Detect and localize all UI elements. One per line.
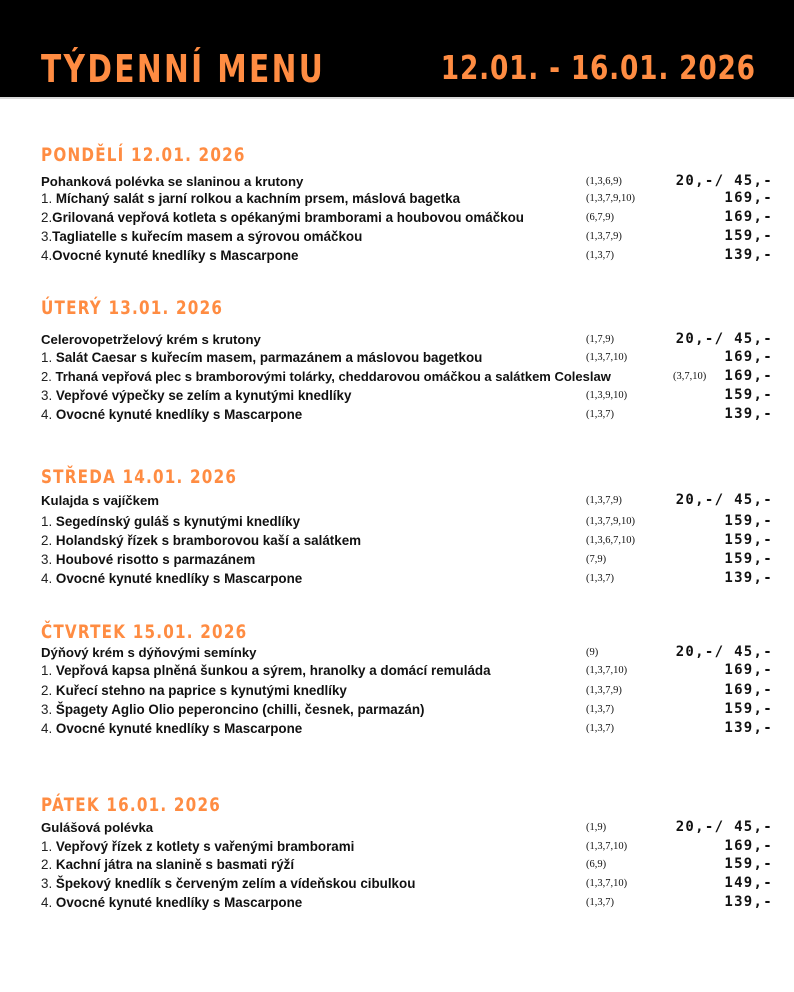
dish bbox=[41, 681, 347, 700]
allergens: (1,3,6,7,10) bbox=[586, 535, 635, 546]
item-number: 4. bbox=[41, 248, 53, 263]
dish-name: Grilovaná vepřová kotleta s opékanými bramborami a houbovou omáčkou bbox=[52, 210, 524, 225]
price: 159,- bbox=[724, 856, 773, 872]
menu-item bbox=[0, 569, 794, 588]
item-number: 3. bbox=[41, 876, 53, 891]
dish bbox=[41, 386, 351, 405]
item-number: 1. bbox=[41, 839, 53, 854]
menu-item bbox=[0, 874, 794, 893]
allergens: (6,9) bbox=[586, 859, 607, 870]
price: 169,- bbox=[724, 838, 773, 854]
price: 20,-/ 45,- bbox=[675, 492, 773, 508]
dish-name: Tagliatelle s kuřecím masem a sýrovou omáčkou bbox=[52, 229, 363, 244]
page-title: TÝDENNÍ MENU bbox=[41, 47, 326, 91]
menu-item bbox=[0, 661, 794, 680]
allergens: (6,7,9) bbox=[586, 212, 614, 223]
allergens: (1,3,7,9,10) bbox=[586, 193, 635, 204]
allergens: (3,7,10) bbox=[673, 371, 707, 382]
menu-item bbox=[0, 348, 794, 367]
menu-item bbox=[0, 837, 794, 856]
soup-row bbox=[0, 643, 794, 662]
allergens: (7,9) bbox=[586, 554, 607, 565]
menu-item bbox=[0, 855, 794, 874]
dish-name: Ovocné kynuté knedlíky s Mascarpone bbox=[55, 571, 303, 586]
dish bbox=[41, 367, 611, 386]
dish bbox=[41, 661, 491, 680]
soup-row bbox=[0, 330, 794, 349]
allergens: (1,7,9) bbox=[586, 334, 614, 345]
price: 20,-/ 45,- bbox=[675, 644, 773, 660]
price: 159,- bbox=[724, 513, 773, 529]
dish bbox=[41, 855, 294, 874]
dish bbox=[41, 348, 482, 367]
price: 169,- bbox=[724, 368, 773, 384]
menu-item bbox=[0, 700, 794, 719]
price: 20,-/ 45,- bbox=[675, 331, 773, 347]
allergens: (1,3,7) bbox=[586, 897, 614, 908]
item-number: 3. bbox=[41, 552, 53, 567]
allergens: (1,3,7,9,10) bbox=[586, 516, 635, 527]
item-number: 1. bbox=[41, 663, 53, 678]
price: 159,- bbox=[724, 387, 773, 403]
dish-name: Vepřová kapsa plněná šunkou a sýrem, hranolky a domácí remuláda bbox=[55, 663, 491, 678]
price: 20,-/ 45,- bbox=[675, 173, 773, 189]
allergens: (1,9) bbox=[586, 822, 607, 833]
menu-item bbox=[0, 208, 794, 227]
price: 159,- bbox=[724, 532, 773, 548]
allergens: (1,3,7,9) bbox=[586, 685, 622, 696]
item-number: 2. bbox=[41, 533, 53, 548]
item-number: 4. bbox=[41, 895, 53, 910]
price: 159,- bbox=[724, 551, 773, 567]
day-heading-friday: PÁTEK 16.01. 2026 bbox=[41, 794, 221, 816]
dish bbox=[41, 208, 524, 227]
price: 169,- bbox=[724, 682, 773, 698]
day-heading-monday: PONDĚLÍ 12.01. 2026 bbox=[41, 144, 246, 166]
menu-item bbox=[0, 386, 794, 405]
allergens: (9) bbox=[586, 647, 599, 658]
allergens: (1,3,7) bbox=[586, 704, 614, 715]
item-number: 3. bbox=[41, 702, 53, 717]
dish-name: Vepřový řízek z kotlety s vařenými bramborami bbox=[55, 839, 355, 854]
dish bbox=[41, 227, 362, 246]
dish bbox=[41, 246, 299, 265]
allergens: (1,3,7) bbox=[586, 409, 614, 420]
allergens: (1,3,9,10) bbox=[586, 390, 628, 401]
price: 139,- bbox=[724, 247, 773, 263]
menu-item bbox=[0, 550, 794, 569]
menu-item bbox=[0, 681, 794, 700]
price: 139,- bbox=[724, 894, 773, 910]
allergens: (1,3,7,10) bbox=[586, 841, 628, 852]
allergens: (1,3,6,9) bbox=[586, 176, 622, 187]
menu-item bbox=[0, 893, 794, 912]
dish-name: Ovocné kynuté knedlíky s Mascarpone bbox=[55, 721, 303, 736]
soup-name: Pohanková polévka se slaninou a krutony bbox=[41, 174, 304, 189]
dish-name: Holandský řízek s bramborovou kaší a salátkem bbox=[55, 533, 362, 548]
soup-name: Celerovopetrželový krém s krutony bbox=[41, 332, 261, 347]
dish-name: Ovocné kynuté knedlíky s Mascarpone bbox=[55, 895, 303, 910]
dish-name: Ovocné kynuté knedlíky s Mascarpone bbox=[55, 407, 303, 422]
price: 20,-/ 45,- bbox=[675, 819, 773, 835]
item-number: 2. bbox=[41, 857, 53, 872]
price: 139,- bbox=[724, 720, 773, 736]
allergens: (1,3,7,10) bbox=[586, 352, 628, 363]
menu-item bbox=[0, 246, 794, 265]
dish-name: Špagety Aglio Olio peperoncino (chilli, česnek, parmazán) bbox=[55, 702, 425, 717]
item-number: 4. bbox=[41, 407, 53, 422]
item-number: 2. bbox=[41, 369, 52, 384]
dish-name: Houbové risotto s parmazánem bbox=[55, 552, 256, 567]
item-number: 3. bbox=[41, 388, 53, 403]
dish bbox=[41, 189, 460, 208]
menu-header bbox=[0, 0, 794, 99]
allergens: (1,3,7) bbox=[586, 573, 614, 584]
day-heading-thursday: ČTVRTEK 15.01. 2026 bbox=[41, 621, 248, 643]
menu-item bbox=[0, 189, 794, 208]
dish bbox=[41, 405, 302, 424]
allergens: (1,3,7,9) bbox=[586, 495, 622, 506]
menu-item bbox=[0, 531, 794, 550]
day-heading-wednesday: STŘEDA 14.01. 2026 bbox=[41, 466, 238, 488]
dish bbox=[41, 837, 354, 856]
item-number: 4. bbox=[41, 721, 53, 736]
dish bbox=[41, 512, 300, 531]
dish-name: Trhaná vepřová plec s bramborovými tolárky, cheddarovou omáčkou a salátkem Coleslaw bbox=[55, 369, 611, 384]
dish bbox=[41, 531, 361, 550]
item-number: 3. bbox=[41, 229, 53, 244]
day-heading-tuesday: ÚTERÝ 13.01. 2026 bbox=[41, 297, 224, 319]
allergens: (1,3,7) bbox=[586, 723, 614, 734]
dish bbox=[41, 893, 302, 912]
menu-item bbox=[0, 512, 794, 531]
allergens: (1,3,7) bbox=[586, 250, 614, 261]
dish-name: Kuřecí stehno na paprice s kynutými knedlíky bbox=[55, 683, 347, 698]
item-number: 1. bbox=[41, 191, 53, 206]
menu-item bbox=[0, 367, 794, 386]
price: 169,- bbox=[724, 662, 773, 678]
dish bbox=[41, 550, 255, 569]
dish-name: Špekový knedlík s červeným zelím a vídeňskou cibulkou bbox=[55, 876, 416, 891]
dish-name: Kachní játra na slanině s basmati rýží bbox=[55, 857, 295, 872]
dish-name: Salát Caesar s kuřecím masem, parmazánem a máslovou bagetkou bbox=[55, 350, 483, 365]
menu-item bbox=[0, 227, 794, 246]
price: 169,- bbox=[724, 190, 773, 206]
allergens: (1,3,7,10) bbox=[586, 878, 628, 889]
soup-row bbox=[0, 491, 794, 510]
allergens: (1,3,7,10) bbox=[586, 665, 628, 676]
price: 169,- bbox=[724, 349, 773, 365]
date-range: 12.01. - 16.01. 2026 bbox=[440, 48, 756, 87]
item-number: 2. bbox=[41, 683, 53, 698]
item-number: 2. bbox=[41, 210, 53, 225]
dish-name: Segedínský guláš s kynutými knedlíky bbox=[55, 514, 301, 529]
dish-name: Ovocné kynuté knedlíky s Mascarpone bbox=[52, 248, 299, 263]
soup-name: Kulajda s vajíčkem bbox=[41, 493, 160, 508]
dish-name: Vepřové výpečky se zelím a kynutými knedlíky bbox=[55, 388, 352, 403]
price: 139,- bbox=[724, 406, 773, 422]
item-number: 4. bbox=[41, 571, 53, 586]
dish-name: Míchaný salát s jarní rolkou a kachním prsem, máslová bagetka bbox=[55, 191, 461, 206]
dish bbox=[41, 874, 415, 893]
item-number: 1. bbox=[41, 350, 53, 365]
soup-name: Gulášová polévka bbox=[41, 820, 154, 835]
menu-item bbox=[0, 719, 794, 738]
dish bbox=[41, 569, 302, 588]
dish bbox=[41, 700, 424, 719]
soup-row bbox=[0, 818, 794, 837]
price: 159,- bbox=[724, 228, 773, 244]
item-number: 1. bbox=[41, 514, 53, 529]
dish bbox=[41, 719, 302, 738]
price: 169,- bbox=[724, 209, 773, 225]
price: 159,- bbox=[724, 701, 773, 717]
price: 139,- bbox=[724, 570, 773, 586]
menu-item bbox=[0, 405, 794, 424]
allergens: (1,3,7,9) bbox=[586, 231, 622, 242]
price: 149,- bbox=[724, 875, 773, 891]
soup-name: Dýňový krém s dýňovými semínky bbox=[41, 645, 257, 660]
